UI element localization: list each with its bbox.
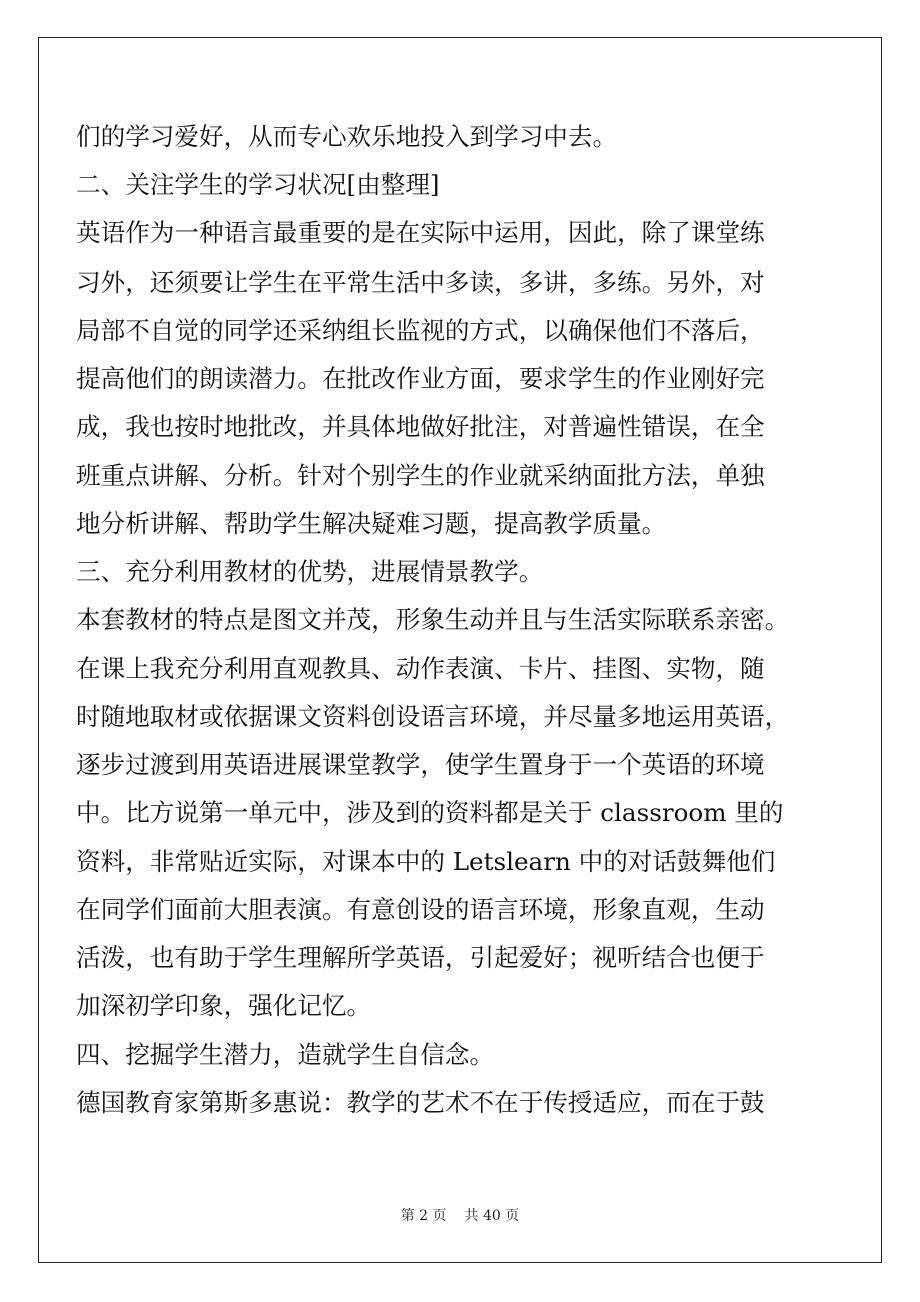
- text-line: 活泼，也有助于学生理解所学英语，引起爱好；视听结合也便于: [76, 943, 765, 972]
- text-line: 成，我也按时地批改，并具体地做好批注，对普遍性错误，在全: [76, 412, 765, 441]
- text-line: 们的学习爱好，从而专心欢乐地投入到学习中去。: [76, 122, 618, 151]
- text-line: 在同学们面前大胆表演。有意创设的语言环境，形象直观，生动: [76, 895, 765, 924]
- text-line: 局部不自觉的同学还采纳组长监视的方式，以确保他们不落后，: [76, 316, 765, 345]
- section-heading: 四、挖掘学生潜力，造就学生自信念。: [76, 1040, 495, 1069]
- text-line: 时随地取材或依据课文资料创设语言环境，并尽量多地运用英语，: [76, 702, 790, 731]
- text-line: 中。比方说第一单元中，涉及到的资料都是关于 classroom 里的: [76, 798, 784, 827]
- text-line: 本套教材的特点是图文并茂，形象生动并且与生活实际联系亲密。: [76, 605, 790, 634]
- text-line: 加深初学印象，强化记忆。: [76, 991, 372, 1020]
- page-total: 共 40 页: [464, 1208, 520, 1224]
- text-line: 在课上我充分利用直观教具、动作表演、卡片、挂图、实物，随: [76, 654, 765, 683]
- text-line: 班重点讲解、分析。针对个别学生的作业就采纳面批方法，单独: [76, 461, 765, 490]
- section-heading: 二、关注学生的学习状况[由整理]: [76, 170, 440, 199]
- section-heading: 三、充分利用教材的优势，进展情景教学。: [76, 557, 544, 586]
- text-line: 英语作为一种语言最重要的是在实际中运用，因此，除了课堂练: [76, 218, 765, 247]
- page-footer: [0, 1206, 920, 1226]
- text-line: 德国教育家第斯多惠说：教学的艺术不在于传授适应，而在于鼓: [76, 1088, 765, 1117]
- text-line: 提高他们的朗读潜力。在批改作业方面，要求学生的作业刚好完: [76, 364, 765, 393]
- page-number: 第 2 页: [400, 1208, 447, 1224]
- text-line: 习外，还须要让学生在平常生活中多读，多讲，多练。另外，对: [76, 268, 765, 297]
- text-line: 地分析讲解、帮助学生解决疑难习题，提高教学质量。: [76, 509, 667, 538]
- text-line: 资料，非常贴近实际，对课本中的 Letslearn 中的对话鼓舞他们: [76, 847, 776, 876]
- text-line: 逐步过渡到用英语进展课堂教学，使学生置身于一个英语的环境: [76, 750, 765, 779]
